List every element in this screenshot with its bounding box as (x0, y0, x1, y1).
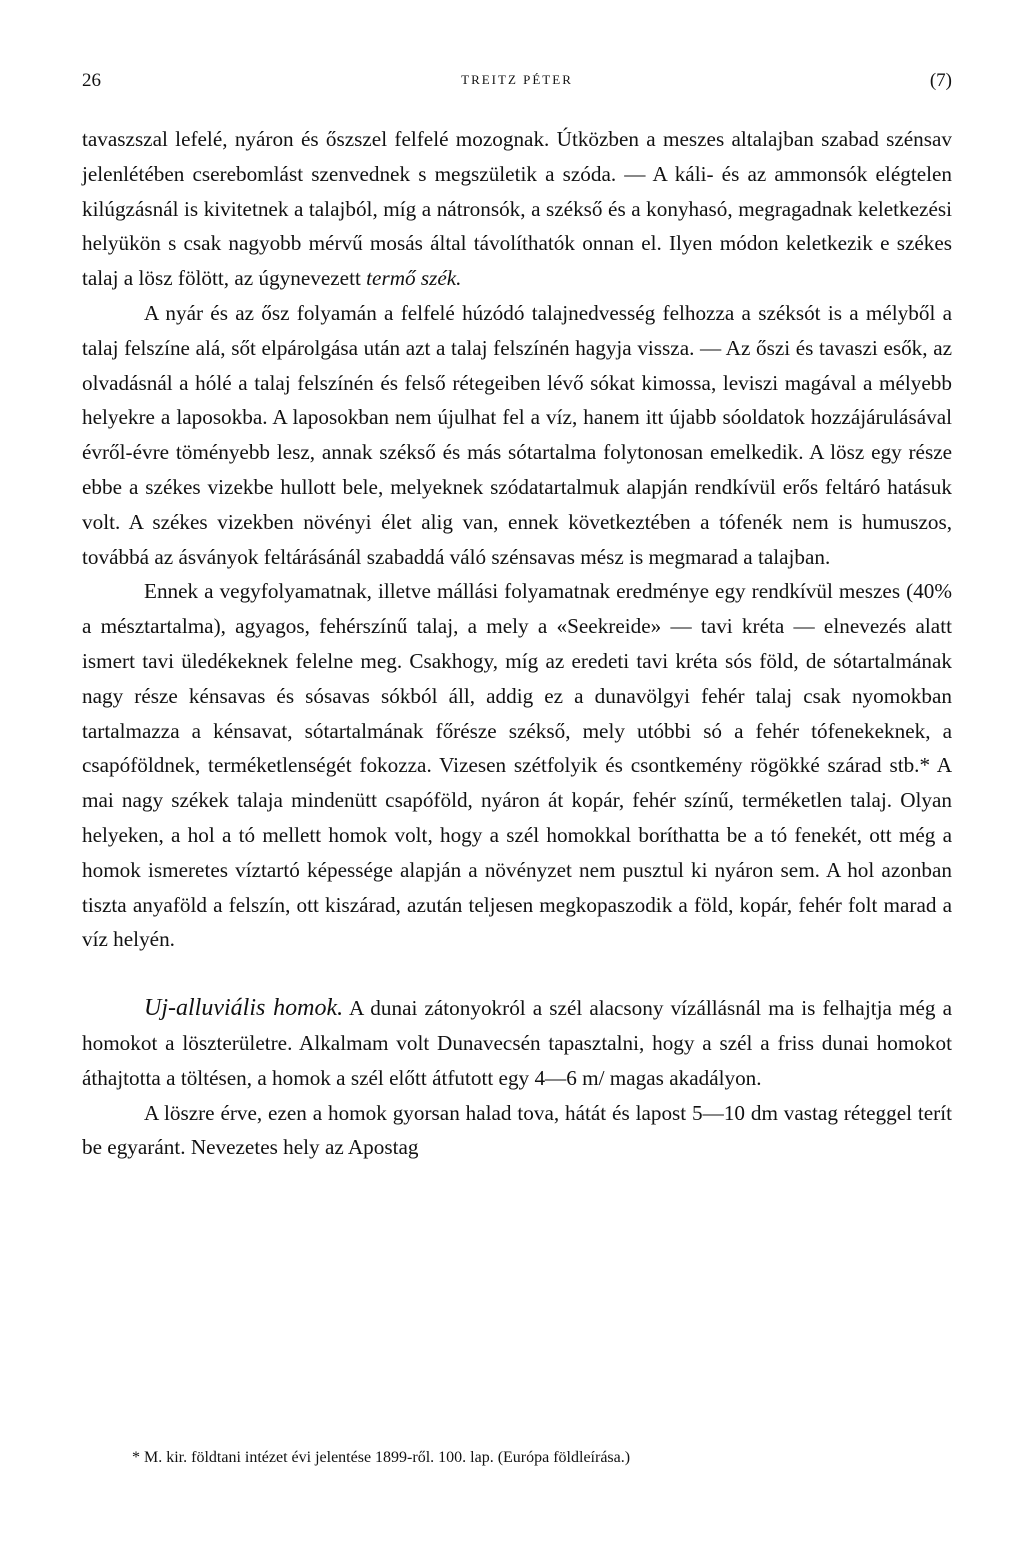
paragraph-2: A nyár és az ősz folyamán a felfelé húzódó talajnedvesség felhozza a széksót is a mélyből a talaj felszíne alá, sőt elpárolgása után azt a talaj felszínén hagyja vissza. — Az őszi és tavaszi esők, az olvadásnál a hólé a talaj felszínén és felső rétegeiben lévő sókat kimossa, leviszi magával a mélyebb helyekre a laposokba. A laposokban nem újulhat fel a víz, hanem itt újabb sóoldatok hozzájárulásával évről-évre töményebb lesz, annak székső és más sótartalma folytonosan emelkedik. A lösz egy része ebbe a székes vizekbe hullott bele, melyeknek szódatartalmuk alapján rendkívül erős feltáró hatásuk volt. A székes vizekben növényi élet alig van, ennek következtében a tófenék nem is humuszos, továbbá az ásványok feltárásánál szabaddá váló szénsavas mész is megmarad a talajban. (82, 300, 952, 569)
paragraph-4 (82, 991, 952, 1095)
section-heading-uj-alluvialis-homok: Uj-alluviális homok. (144, 995, 344, 1022)
section-number: (7) (929, 70, 952, 91)
term-termo-szek: termő szék. (366, 266, 462, 291)
page-number: 26 (82, 70, 101, 91)
paragraph-5: A löszre érve, ezen a homok gyorsan halad tova, hátát és lapost 5—10 dm vastag réteggel terít be egyaránt. Nevezetes hely az Apostag (82, 1100, 952, 1160)
paragraph-1-text: tavaszszal lefelé, nyáron és őszszel felfelé mozognak. Útközben a meszes altalajban szabad szénsav jelenlétében cserebomlást szenvednek s megszületik a szóda. — A káli- és az ammonsók elégtelen kilúgzásnál is kivitetnek a talajból, míg a nátronsók, a székső és a konyhasó, megragadnak keletkezési helyükön s csak nagyobb mérvű mosás által távolíthatók onnan el. Ilyen módon keletkezik e székes talaj a lösz fölött, az úgynevezett (82, 127, 952, 291)
paragraph-1 (82, 122, 952, 296)
footnote: * M. kir. földtani intézet évi jelentése 1899-ről. 100. lap. (Európa földleírása.) (132, 1449, 631, 1466)
running-header (82, 70, 952, 96)
running-head-author: TREITZ PÉTER (461, 72, 573, 87)
paragraph-4-text: A dunai zátonyokról a szél alacsony vízállásnál ma is felhajtja még a homokot a löszterületre. Alkalmam volt Dunavecsén tapasztalni, hogy a szél a friss dunai homokot áthajtotta a töltésen, a homok a szél előtt átfutott egy 4—6 m/ magas akadályon. (82, 996, 952, 1090)
body-text (82, 122, 952, 1165)
paragraph-3: Ennek a vegyfolyamatnak, illetve mállási folyamatnak eredménye egy rendkívül meszes (40% a mésztartalma), agyagos, fehérszínű talaj, a mely a «Seekreide» — tavi kréta — elnevezés alatt ismert tavi üledékeknek felelne meg. Csakhogy, míg az eredeti tavi kréta sós föld, de sótartalmának nagy része kénsavas és sósavas sókból áll, addig ez a dunavölgyi fehér talaj csak nyomokban tartalmazza a kénsavat, sótartalmának főrésze székső, mely utóbbi só a fehér tófenekeknek, a csapóföldnek, terméketlenségét fokozza. Vizesen szétfolyik és csontkemény rögökké szárad stb.* A mai nagy székek talaja mindenütt csapóföld, nyáron át kopár, fehér színű, terméketlen talaj. Olyan helyeken, a hol a tó mellett homok volt, hogy a szél homokkal boríthatta be a tó fenekét, ott még a homok ismeretes víztartó képessége alapján a növényzet nem pusztul ki nyáron sem. A hol azonban tiszta anyaföld a felszín, ott kiszárad, azután teljesen megkopaszodik a föld, kopár, fehér folt marad a víz helyén. (82, 579, 952, 952)
document-page (82, 0, 952, 1545)
